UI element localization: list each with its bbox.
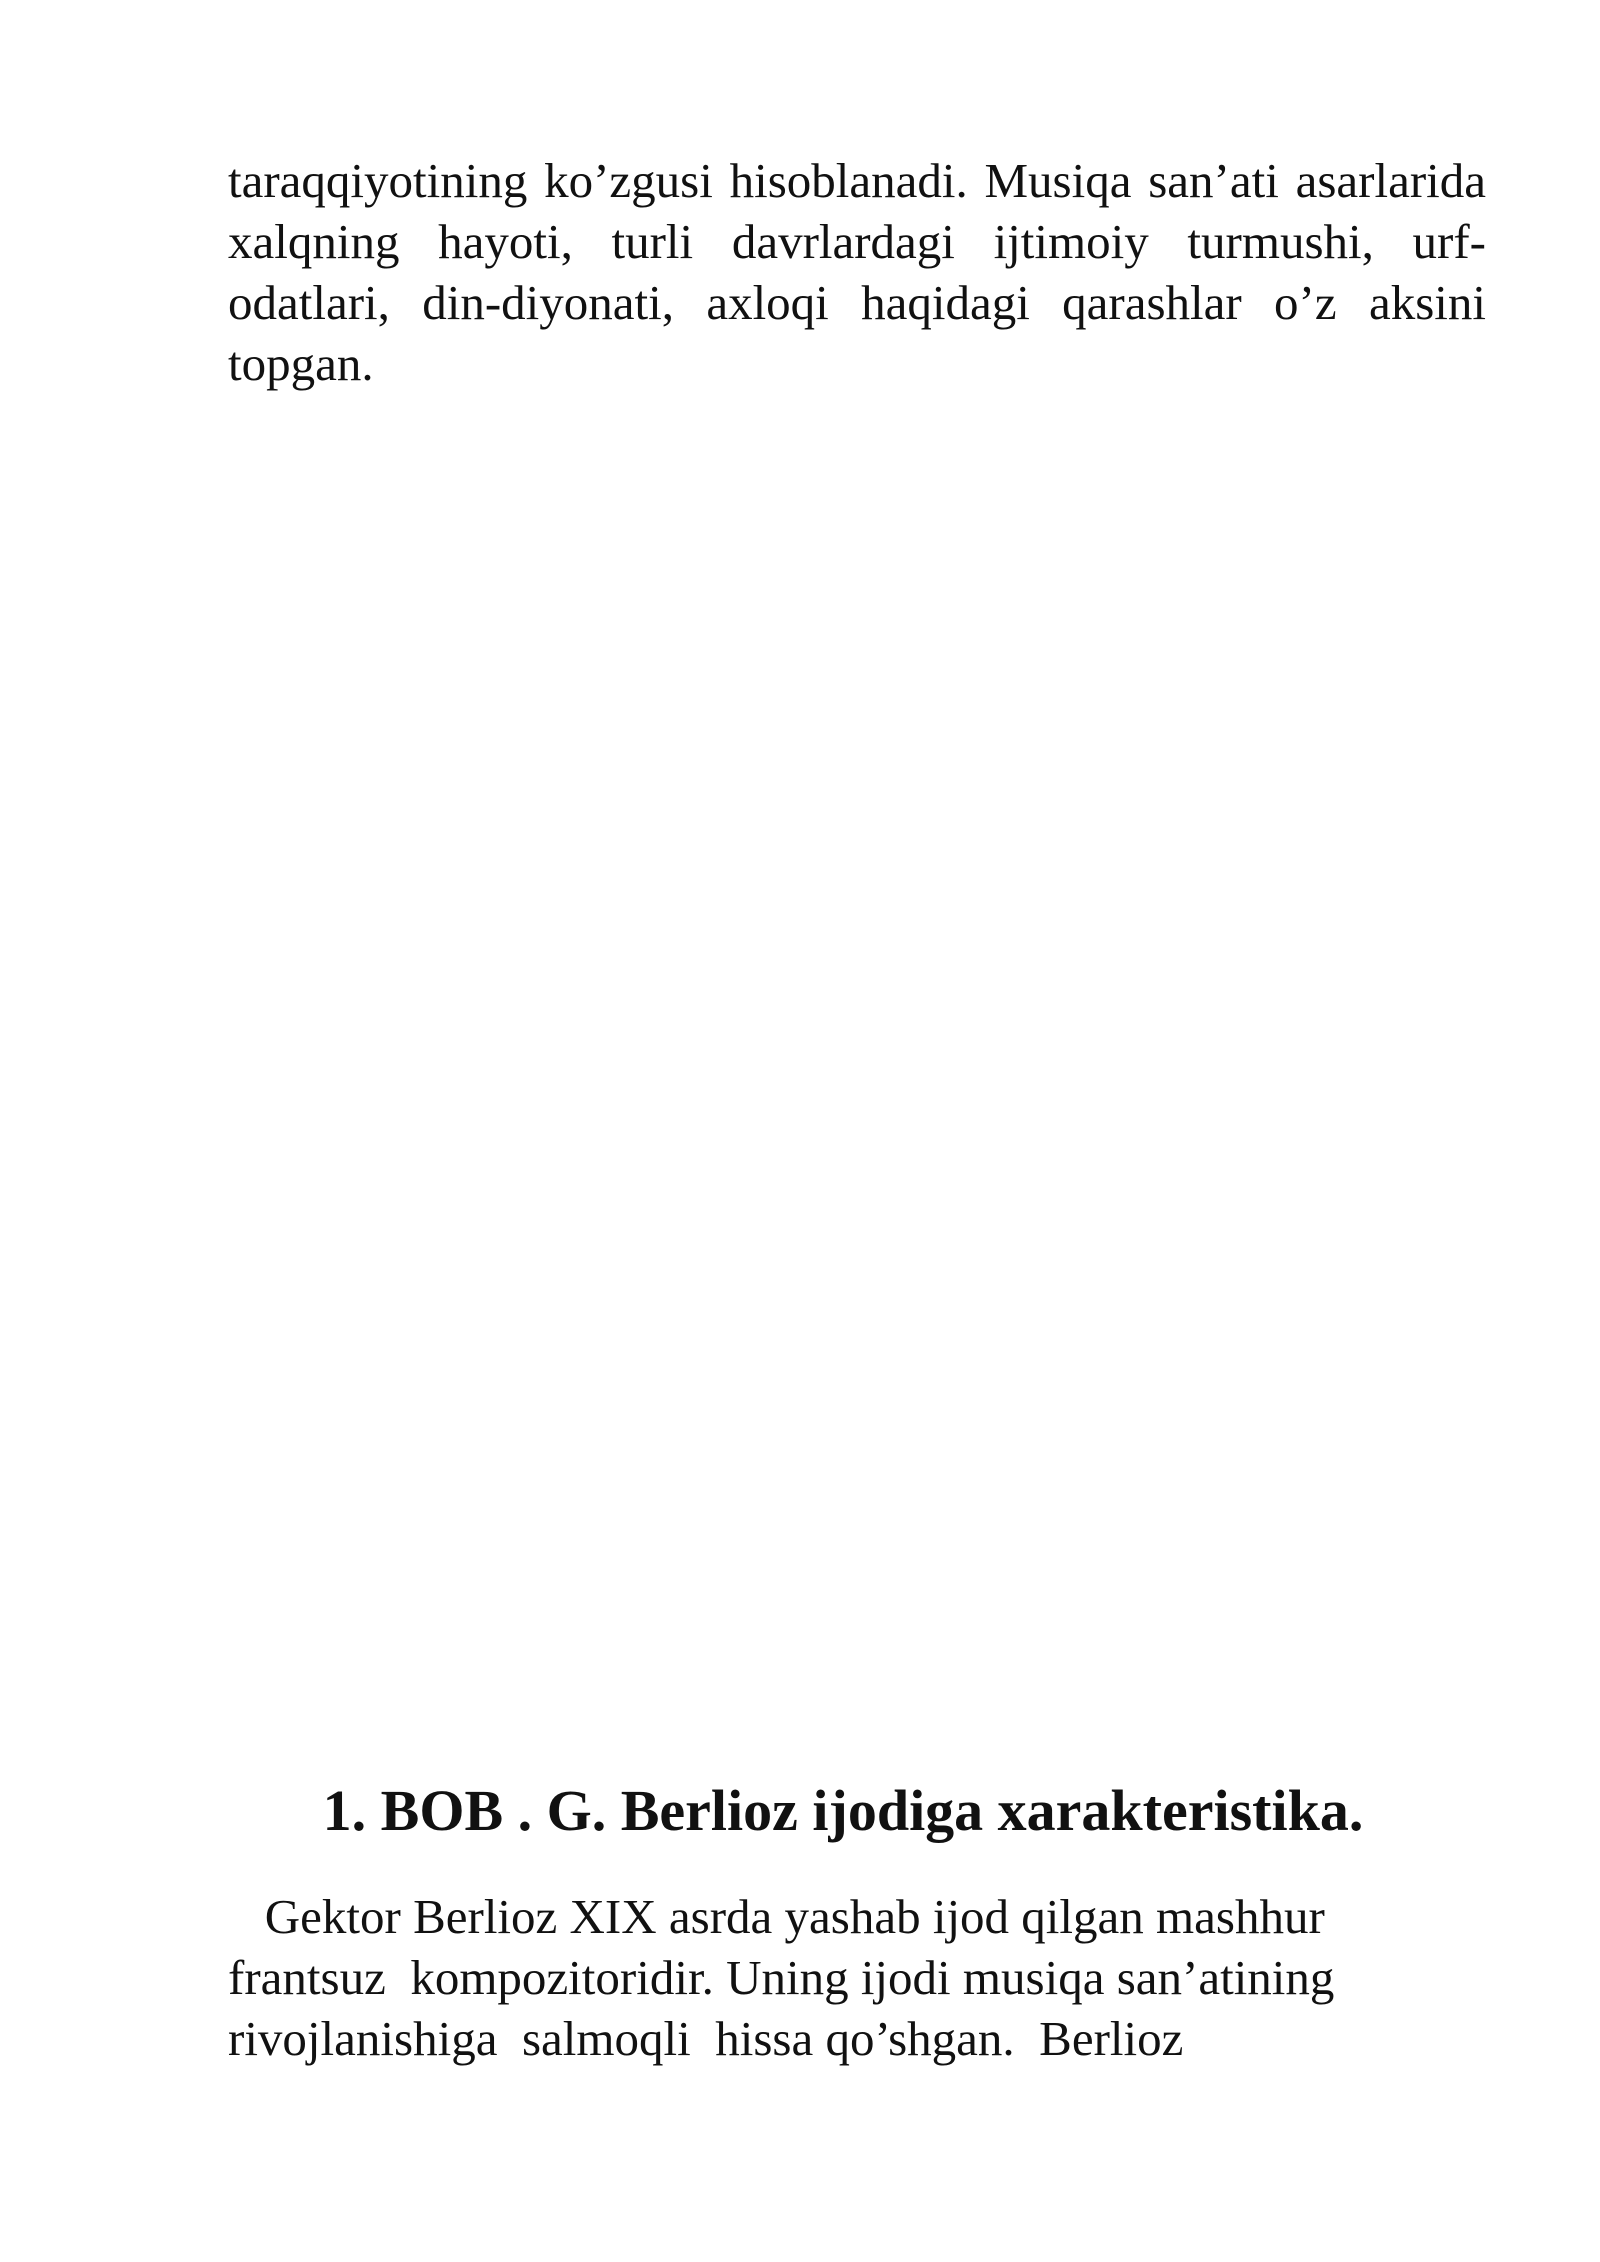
intro-paragraph: taraqqiyotining ko’zgusi hisoblanadi. Musiqa san’ati asarlarida xalqning hayoti, turli davrlardagi ijtimoiy turmushi, urf-odatlari, din-diyonati, axloqi haqidagi qarashlar o’z aksini topgan.: [228, 153, 1486, 391]
paragraph-line: Gektor Berlioz XIX asrda yashab ijod qilgan mashhur: [228, 1889, 1325, 1944]
paragraph-line: frantsuz kompozitoridir. Uning ijodi musiqa san’atining: [228, 1950, 1335, 2005]
paragraph-line: rivojlanishiga salmoqli hissa qo’shgan. Berlioz: [228, 2011, 1184, 2066]
chapter-paragraph: [228, 1886, 1528, 2069]
chapter-heading: 1. BOB . G. Berlioz ijodiga xarakteristika.: [322, 1778, 1364, 1843]
